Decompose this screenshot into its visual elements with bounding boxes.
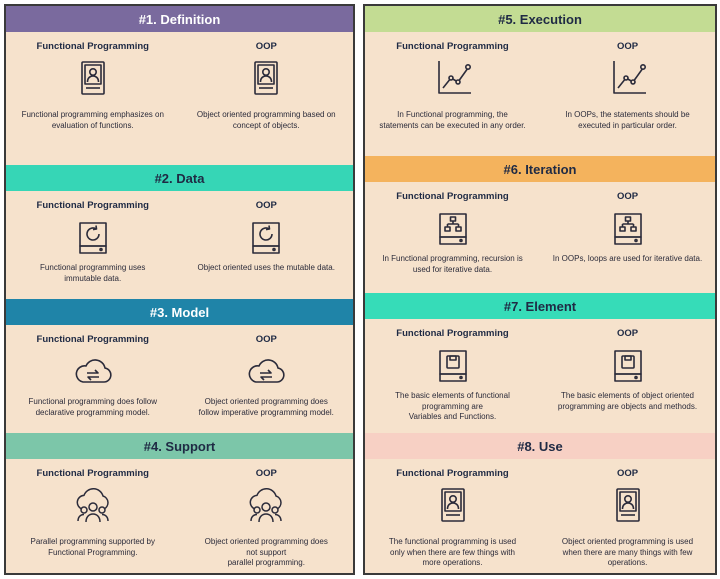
- oop-label: OOP: [255, 200, 277, 211]
- cloud-users-icon: [246, 485, 286, 525]
- section-use: [365, 433, 715, 577]
- oop-panel: [180, 32, 354, 165]
- oop-description: Object oriented uses the mutable data.: [197, 263, 335, 272]
- oop-label: OOP: [255, 468, 277, 479]
- functional-programming-label: Functional Programming: [36, 468, 149, 479]
- functional-programming-panel: [6, 191, 180, 299]
- section-model: [6, 299, 353, 433]
- functional-programming-description: Functional programming uses immutable data.: [40, 263, 146, 283]
- save-drive-icon: [433, 345, 473, 385]
- section-body: [365, 319, 715, 433]
- functional-programming-label: Functional Programming: [396, 41, 509, 52]
- oop-panel: [180, 191, 354, 299]
- document-icon: [608, 485, 648, 525]
- oop-description: In OOPs, the statements should be executed in particular order.: [565, 110, 690, 130]
- cloud-sync-icon: [73, 351, 113, 391]
- section-data: [6, 165, 353, 299]
- functional-programming-description: In Functional programming, the statements can be executed in any order.: [379, 110, 526, 130]
- network-drive-icon: [608, 208, 648, 248]
- section-body: [365, 182, 715, 293]
- functional-programming-panel: [6, 459, 180, 577]
- section-execution: [365, 6, 715, 156]
- functional-programming-label: Functional Programming: [36, 334, 149, 345]
- cloud-sync-icon: [246, 351, 286, 391]
- oop-label: OOP: [616, 328, 639, 339]
- oop-label: OOP: [255, 41, 277, 52]
- functional-programming-panel: [365, 319, 540, 433]
- functional-programming-panel: [6, 32, 180, 165]
- document-icon: [246, 58, 286, 98]
- section-body: [6, 459, 353, 577]
- section-support: [6, 433, 353, 577]
- section-title-element: #7. Element: [365, 293, 715, 319]
- functional-programming-label: Functional Programming: [36, 200, 149, 211]
- section-title-iteration: #6. Iteration: [365, 156, 715, 182]
- oop-label: OOP: [255, 334, 277, 345]
- oop-panel: [540, 32, 715, 156]
- functional-programming-label: Functional Programming: [396, 328, 509, 339]
- functional-programming-label: Functional Programming: [36, 41, 149, 52]
- oop-label: OOP: [616, 191, 639, 202]
- cloud-users-icon: [73, 485, 113, 525]
- section-body: [6, 325, 353, 433]
- functional-programming-label: Functional Programming: [396, 191, 509, 202]
- oop-description: The basic elements of object oriented programming are objects and methods.: [557, 391, 698, 411]
- functional-programming-panel: [365, 459, 540, 577]
- line-chart-icon: [608, 58, 648, 98]
- functional-programming-panel: [365, 182, 540, 293]
- oop-panel: [180, 459, 354, 577]
- oop-description: Object oriented programming based on concept of objects.: [196, 110, 336, 130]
- oop-panel: [540, 319, 715, 433]
- network-drive-icon: [433, 208, 473, 248]
- functional-programming-description: Functional programming emphasizes on evaluation of functions.: [21, 110, 164, 130]
- section-element: [365, 293, 715, 433]
- section-title-use: #8. Use: [365, 433, 715, 459]
- functional-programming-label: Functional Programming: [396, 468, 509, 479]
- functional-programming-description: Functional programming does follow declarative programming model.: [28, 397, 157, 417]
- functional-programming-panel: [365, 32, 540, 156]
- oop-panel: [540, 182, 715, 293]
- section-iteration: [365, 156, 715, 293]
- line-chart-icon: [433, 58, 473, 98]
- section-title-execution: #5. Execution: [365, 6, 715, 32]
- functional-programming-description: The basic elements of functional programming are Variables and Functions.: [395, 391, 510, 421]
- refresh-drive-icon: [73, 217, 113, 257]
- section-body: [365, 32, 715, 156]
- oop-description: Object oriented programming does follow imperative programming model.: [198, 397, 334, 417]
- oop-label: OOP: [616, 41, 639, 52]
- functional-programming-panel: [6, 325, 180, 433]
- document-icon: [73, 58, 113, 98]
- document-icon: [433, 485, 473, 525]
- section-body: [6, 32, 353, 165]
- section-title-model: #3. Model: [6, 299, 353, 325]
- section-body: [365, 459, 715, 577]
- oop-description: Object oriented programming is used when there are many things with few operations.: [561, 537, 694, 567]
- section-title-definition: #1. Definition: [6, 6, 353, 32]
- oop-panel: [540, 459, 715, 577]
- functional-programming-description: In Functional programming, recursion is used for iterative data.: [382, 254, 523, 274]
- functional-programming-description: The functional programming is used only when there are few things with more operations.: [388, 537, 517, 567]
- oop-description: Object oriented programming does not support parallel programming.: [204, 537, 328, 567]
- left-column: [4, 4, 355, 575]
- oop-panel: [180, 325, 354, 433]
- oop-label: OOP: [616, 468, 639, 479]
- refresh-drive-icon: [246, 217, 286, 257]
- section-title-support: #4. Support: [6, 433, 353, 459]
- section-title-data: #2. Data: [6, 165, 353, 191]
- right-column: [363, 4, 717, 575]
- oop-description: In OOPs, loops are used for iterative data.: [552, 254, 703, 263]
- functional-programming-description: Parallel programming supported by Functional Programming.: [30, 537, 155, 557]
- section-definition: [6, 6, 353, 165]
- section-body: [6, 191, 353, 299]
- save-drive-icon: [608, 345, 648, 385]
